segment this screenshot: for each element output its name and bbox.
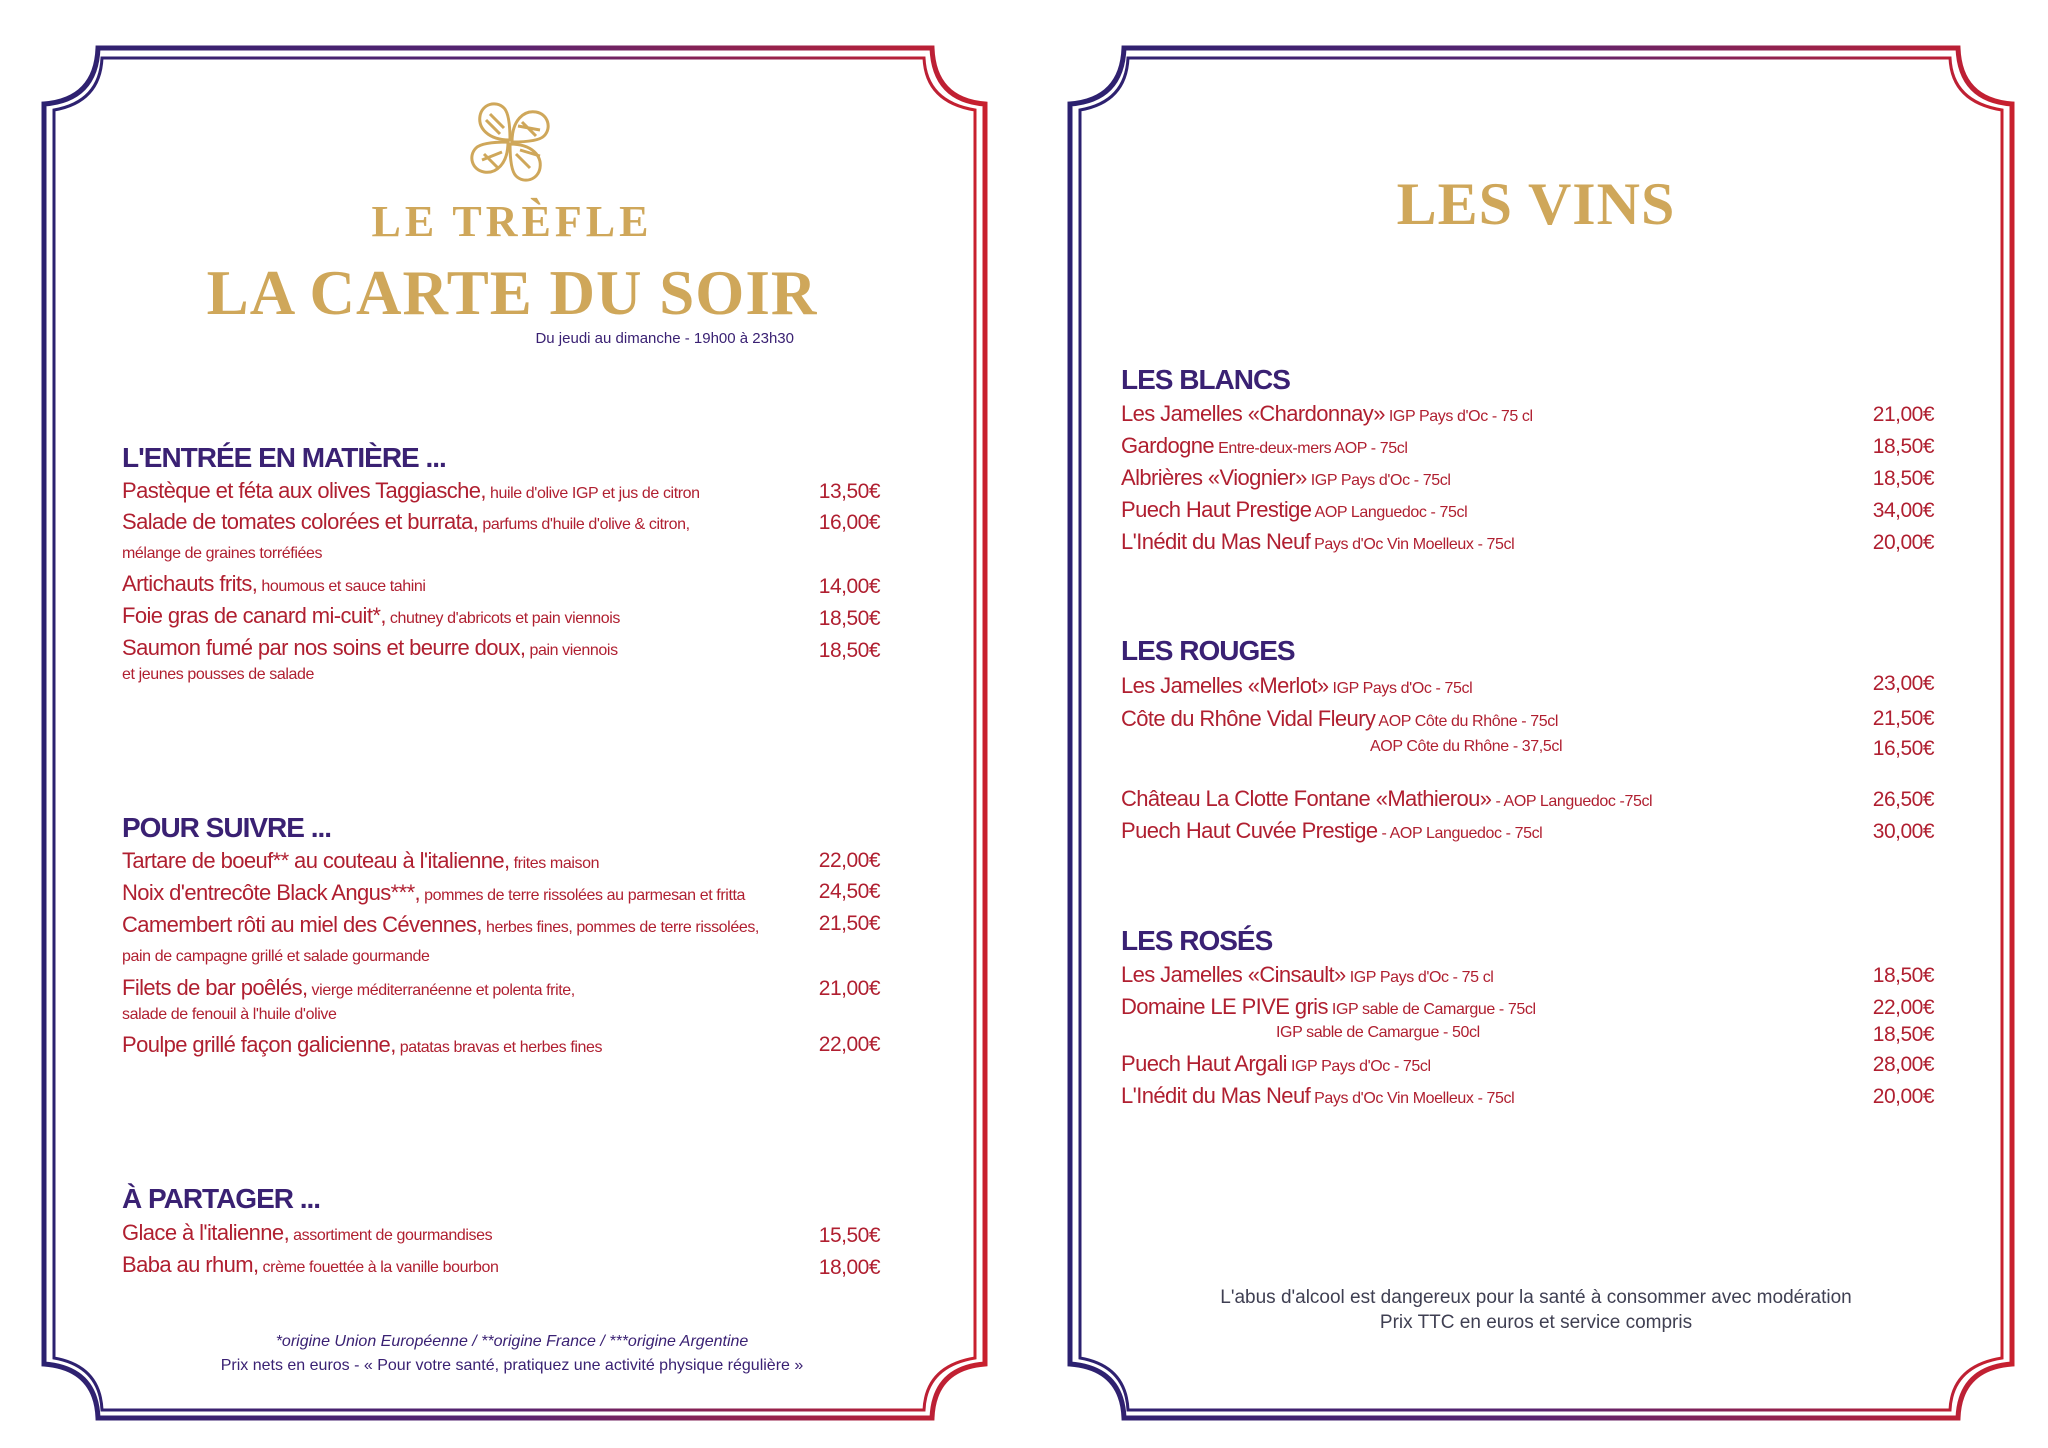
wine-list-page: [1024, 0, 2048, 1448]
section-title-reds: LES ROUGES: [1121, 635, 1295, 666]
wine-item: Château La Clotte Fontane «Mathierou» - AOP Languedoc -75cl: [1121, 786, 1653, 811]
restaurant-name: LE TRÈFLE: [371, 197, 653, 246]
wine-item-variant: IGP sable de Camargue - 50cl: [1276, 1024, 1480, 1041]
wine-item: Puech Haut Cuvée Prestige - AOP Languedoc - 75cl: [1121, 818, 1543, 843]
item-price: 18,50€: [818, 639, 880, 662]
wine-price: 18,50€: [1872, 435, 1934, 458]
section-title-sharing: À PARTAGER ...: [122, 1183, 321, 1214]
section-title-entrees: L'ENTRÉE EN MATIÈRE ...: [122, 442, 446, 473]
alcohol-warning: L'abus d'alcool est dangereux pour la santé à consommer avec modération: [1220, 1287, 1852, 1308]
item-price: 22,00€: [818, 849, 880, 872]
wine-price: 21,50€: [1872, 707, 1934, 730]
item-description-continued: mélange de graines torréfiées: [122, 545, 323, 562]
section-title-roses: LES ROSÉS: [1121, 925, 1273, 956]
wine-item: L'Inédit du Mas Neuf Pays d'Oc Vin Moelleux - 75cl: [1121, 1083, 1515, 1108]
wine-price: 16,50€: [1872, 737, 1934, 760]
wine-item: Domaine LE PIVE gris IGP sable de Camargue - 75cl: [1121, 994, 1536, 1019]
menu-item: Poulpe grillé façon galicienne, patatas bravas et herbes fines: [122, 1032, 603, 1057]
item-price: 24,50€: [818, 880, 880, 903]
item-price: 21,00€: [818, 977, 880, 1000]
wine-list-title: LES VINS: [1396, 171, 1676, 237]
wine-item: Puech Haut Prestige AOP Languedoc - 75cl: [1121, 497, 1468, 522]
menu-item: Noix d'entrecôte Black Angus***, pommes de terre rissolées au parmesan et fritta: [122, 880, 746, 905]
item-price: 18,00€: [818, 1256, 880, 1279]
wine-price: 28,00€: [1872, 1053, 1934, 1076]
item-description-continued: et jeunes pousses de salade: [122, 666, 315, 683]
wine-price: 18,50€: [1872, 964, 1934, 987]
section-title-mains: POUR SUIVRE ...: [122, 812, 332, 843]
price-notice: Prix TTC en euros et service compris: [1379, 1312, 1693, 1333]
menu-item: Foie gras de canard mi-cuit*, chutney d'abricots et pain viennois: [122, 603, 620, 628]
section-title-whites: LES BLANCS: [1121, 364, 1290, 395]
menu-item: Filets de bar poêlés, vierge méditerranéenne et polenta frite,: [122, 975, 575, 1000]
item-price: 14,00€: [818, 575, 880, 598]
item-price: 16,00€: [818, 511, 880, 534]
wine-item: Albrières «Viognier» IGP Pays d'Oc - 75cl: [1121, 465, 1451, 490]
wine-price: 22,00€: [1872, 996, 1934, 1019]
wine-item: Les Jamelles «Chardonnay» IGP Pays d'Oc - 75 cl: [1121, 401, 1533, 426]
wine-price: 18,50€: [1872, 467, 1934, 490]
wine-item: Les Jamelles «Cinsault» IGP Pays d'Oc - 75 cl: [1121, 962, 1494, 987]
opening-hours: Du jeudi au dimanche - 19h00 à 23h30: [535, 330, 794, 347]
wine-item: Côte du Rhône Vidal Fleury AOP Côte du Rhône - 75cl: [1121, 706, 1558, 731]
menu-item: Salade de tomates colorées et burrata, parfums d'huile d'olive & citron,: [122, 509, 690, 534]
origin-footnote: *origine Union Européenne / **origine France / ***origine Argentine: [275, 1333, 749, 1350]
wine-price: 34,00€: [1872, 499, 1934, 522]
menu-item: Glace à l'italienne, assortiment de gourmandises: [122, 1220, 493, 1245]
item-description-continued: salade de fenouil à l'huile d'olive: [122, 1006, 337, 1023]
menu-item: Artichauts frits, houmous et sauce tahini: [122, 571, 426, 596]
menu-title: LA CARTE DU SOIR: [206, 258, 818, 328]
wine-price: 20,00€: [1872, 1085, 1934, 1108]
wine-item: Puech Haut Argali IGP Pays d'Oc - 75cl: [1121, 1051, 1431, 1076]
menu-item: Camembert rôti au miel des Cévennes, herbes fines, pommes de terre rissolées,: [122, 912, 759, 937]
item-price: 22,00€: [818, 1033, 880, 1056]
item-price: 18,50€: [818, 607, 880, 630]
wine-price: 23,00€: [1872, 672, 1934, 695]
wine-price: 20,00€: [1872, 531, 1934, 554]
wine-item: L'Inédit du Mas Neuf Pays d'Oc Vin Moelleux - 75cl: [1121, 529, 1515, 554]
item-price: 15,50€: [818, 1224, 880, 1247]
item-price: 13,50€: [818, 480, 880, 503]
menu-item: Tartare de boeuf** au couteau à l'italienne, frites maison: [122, 848, 600, 873]
wine-item: Gardogne Entre-deux-mers AOP - 75cl: [1121, 433, 1408, 458]
menu-item: Saumon fumé par nos soins et beurre doux, pain viennois: [122, 635, 618, 660]
wine-price: 18,50€: [1872, 1023, 1934, 1046]
wine-price: 21,00€: [1872, 403, 1934, 426]
wine-price: 30,00€: [1872, 820, 1934, 843]
wine-item: Les Jamelles «Merlot» IGP Pays d'Oc - 75cl: [1121, 673, 1473, 698]
price-footnote: Prix nets en euros - « Pour votre santé, pratiquez une activité physique régulière »: [220, 1357, 804, 1374]
wine-item-variant: AOP Côte du Rhône - 37,5cl: [1370, 738, 1563, 755]
menu-item: Baba au rhum, crème fouettée à la vanille bourbon: [122, 1252, 499, 1277]
wine-price: 26,50€: [1872, 788, 1934, 811]
item-description-continued: pain de campagne grillé et salade gourmande: [122, 948, 430, 965]
item-price: 21,50€: [818, 912, 880, 935]
menu-item: Pastèque et féta aux olives Taggiasche, huile d'olive IGP et jus de citron: [122, 478, 700, 503]
clover-logo-icon: [460, 92, 560, 192]
